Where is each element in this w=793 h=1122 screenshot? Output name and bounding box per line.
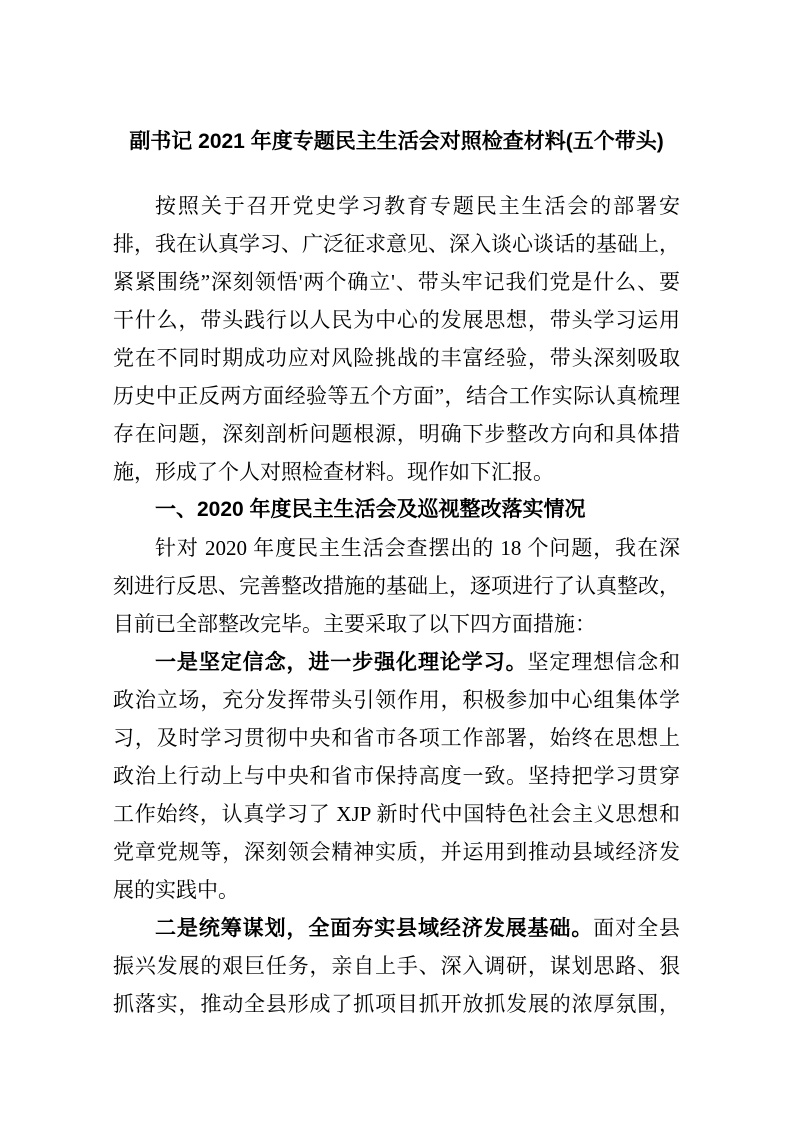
bold-lead-text: 一是坚定信念，进一步强化理论学习。 — [155, 650, 528, 674]
text-line — [113, 225, 680, 263]
body-text: 政治上行动上与中央和省市保持高度一致。坚持把学习贯穿 — [113, 764, 680, 788]
text-line — [113, 871, 680, 909]
text-line — [113, 757, 680, 795]
text-line — [113, 339, 680, 377]
text-line — [113, 833, 680, 871]
body-text: 刻进行反思、完善整改措施的基础上，逐项进行了认真整改， — [113, 574, 680, 598]
body-text: 政治立场，充分发挥带头引领作用，积极参加中心组集体学 — [113, 688, 680, 712]
text-line — [113, 529, 680, 567]
body-text: 紧紧围绕”深刻领悟'两个确立'、带头牢记我们党是什么、要 — [113, 270, 680, 294]
text-line — [113, 985, 680, 1023]
body-text: 干什么，带头践行以人民为中心的发展思想，带头学习运用 — [113, 308, 680, 332]
text-line — [113, 263, 680, 301]
text-line — [113, 605, 680, 643]
bold-lead-text: 二是统筹谋划，全面夯实县域经济发展基础。 — [155, 916, 594, 940]
body-text: 历史中正反两方面经验等五个方面”，结合工作实际认真梳理 — [113, 384, 680, 408]
body-text: 针对 2020 年度民主生活会查摆出的 18 个问题，我在深 — [155, 536, 680, 560]
text-line — [113, 453, 680, 491]
body-text: 党在不同时期成功应对风险挑战的丰富经验，带头深刻吸取 — [113, 346, 680, 370]
document-body — [113, 187, 680, 1023]
text-line — [113, 643, 680, 681]
body-text: 存在问题，深刻剖析问题根源，明确下步整改方向和具体措 — [113, 422, 680, 446]
body-text: 排，我在认真学习、广泛征求意见、深入谈心谈话的基础上， — [113, 232, 680, 256]
text-line — [113, 567, 680, 605]
section-heading: 一、2020 年度民主生活会及巡视整改落实情况 — [155, 498, 586, 521]
text-line — [113, 719, 680, 757]
text-line — [113, 795, 680, 833]
document-title: 副书记 2021 年度专题民主生活会对照检查材料(五个带头) — [129, 130, 664, 153]
text-line — [113, 681, 680, 719]
text-line — [113, 377, 680, 415]
body-text: 目前已全部整改完毕。主要采取了以下四方面措施： — [113, 612, 596, 636]
text-line — [113, 415, 680, 453]
text-line — [113, 187, 680, 225]
text-line — [113, 909, 680, 947]
body-text: 展的实践中。 — [113, 878, 239, 902]
text-line — [113, 301, 680, 339]
body-text: 抓落实，推动全县形成了抓项目抓开放抓发展的浓厚氛围， — [113, 992, 680, 1016]
body-text: 施，形成了个人对照检查材料。现作如下汇报。 — [113, 460, 554, 484]
body-text: 党章党规等，深刻领会精神实质，并运用到推动县域经济发 — [113, 840, 680, 864]
body-text: 振兴发展的艰巨任务，亲自上手、深入调研，谋划思路、狠 — [113, 954, 680, 978]
body-text: 面对全县 — [593, 916, 681, 940]
text-line — [113, 947, 680, 985]
body-text: 习，及时学习贯彻中央和省市各项工作部署，始终在思想上 — [113, 726, 680, 750]
body-text: 工作始终，认真学习了 XJP 新时代中国特色社会主义思想和 — [113, 802, 680, 826]
body-text: 坚定理想信念和 — [527, 650, 681, 674]
body-text: 按照关于召开党史学习教育专题民主生活会的部署安 — [155, 194, 680, 218]
